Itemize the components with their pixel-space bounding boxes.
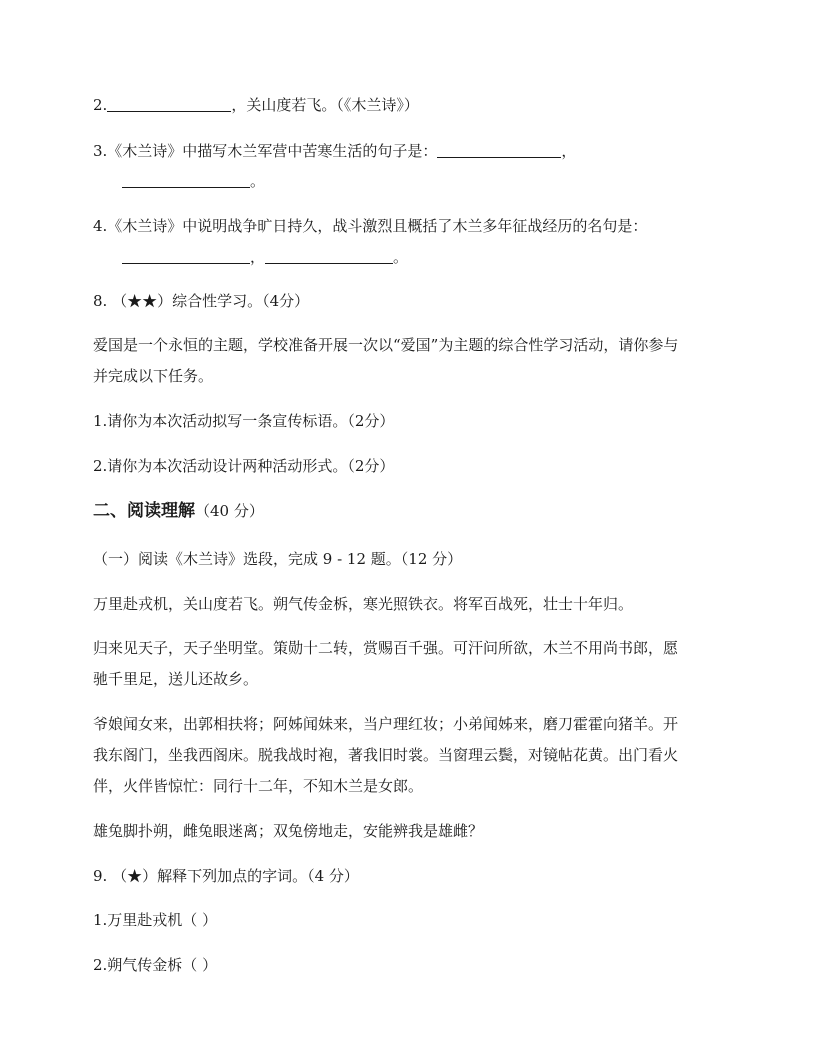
question-2 bbox=[93, 95, 419, 115]
question-9-item: 2.朔气传金柝（ ） bbox=[93, 956, 218, 974]
question-3 bbox=[93, 141, 576, 161]
answer-blank[interactable] bbox=[122, 173, 250, 188]
question-9-title: 9. （★）解释下列加点的字词。（4 分） bbox=[93, 867, 359, 885]
passage-paragraph: 雄兔脚扑朔，雌兔眼迷离；双兔傍地走，安能辨我是雄雌？ bbox=[93, 822, 484, 840]
section-heading bbox=[93, 501, 264, 521]
section-score: （40 分） bbox=[195, 502, 264, 520]
question-4-comma: ， bbox=[250, 248, 266, 266]
question-8-title: 8. （★★）综合性学习。（4分） bbox=[93, 292, 310, 310]
question-4-text: 4.《木兰诗》中说明战争旷日持久，战斗激烈且概括了木兰多年征战经历的名句是： bbox=[93, 217, 648, 235]
passage-paragraph: 驰千里足，送儿还故乡。 bbox=[93, 670, 259, 688]
question-4-period: 。 bbox=[393, 248, 409, 266]
answer-blank[interactable] bbox=[122, 249, 250, 264]
question-4 bbox=[93, 216, 647, 236]
question-8-intro: 并完成以下任务。 bbox=[93, 367, 214, 385]
reading-title: （一）阅读《木兰诗》选段，完成 9 - 12 题。（12 分） bbox=[93, 550, 463, 568]
question-2-number: 2. bbox=[93, 96, 108, 114]
answer-blank[interactable] bbox=[437, 143, 561, 158]
passage-paragraph: 伴，火伴皆惊忙：同行十二年，不知木兰是女郎。 bbox=[93, 777, 424, 795]
question-4-continuation bbox=[122, 247, 408, 267]
passage-paragraph: 归来见天子，天子坐明堂。策勋十二转，赏赐百千强。可汗问所欲，木兰不用尚书郎，愿 bbox=[93, 639, 679, 657]
question-3-period: 。 bbox=[250, 172, 266, 190]
question-8-intro: 爱国是一个永恒的主题，学校准备开展一次以“爱国”为主题的综合性学习活动，请你参与 bbox=[93, 336, 679, 354]
question-3-comma: ， bbox=[561, 142, 577, 160]
question-8-task: 2.请你为本次活动设计两种活动形式。（2分） bbox=[93, 457, 395, 475]
answer-blank[interactable] bbox=[265, 249, 393, 264]
passage-paragraph: 万里赴戎机，关山度若飞。朔气传金柝，寒光照铁衣。将军百战死，壮士十年归。 bbox=[93, 595, 634, 613]
question-2-text: ，关山度若飞。（《木兰诗》） bbox=[231, 96, 419, 114]
answer-blank[interactable] bbox=[107, 97, 231, 112]
question-3-text: 3.《木兰诗》中描写木兰军营中苦寒生活的句子是： bbox=[93, 142, 438, 160]
question-8-task: 1.请你为本次活动拟写一条宣传标语。（2分） bbox=[93, 412, 395, 430]
passage-paragraph: 爷娘闻女来，出郭相扶将；阿姊闻妹来，当户理红妆；小弟闻姊来，磨刀霍霍向猪羊。开 bbox=[93, 715, 679, 733]
question-9-item: 1.万里赴戎机（ ） bbox=[93, 911, 218, 929]
passage-paragraph: 我东阁门，坐我西阁床。脱我战时袍，著我旧时裳。当窗理云鬓，对镜帖花黄。出门看火 bbox=[93, 746, 679, 764]
question-3-continuation bbox=[122, 171, 265, 191]
section-title: 二、阅读理解 bbox=[93, 501, 195, 521]
